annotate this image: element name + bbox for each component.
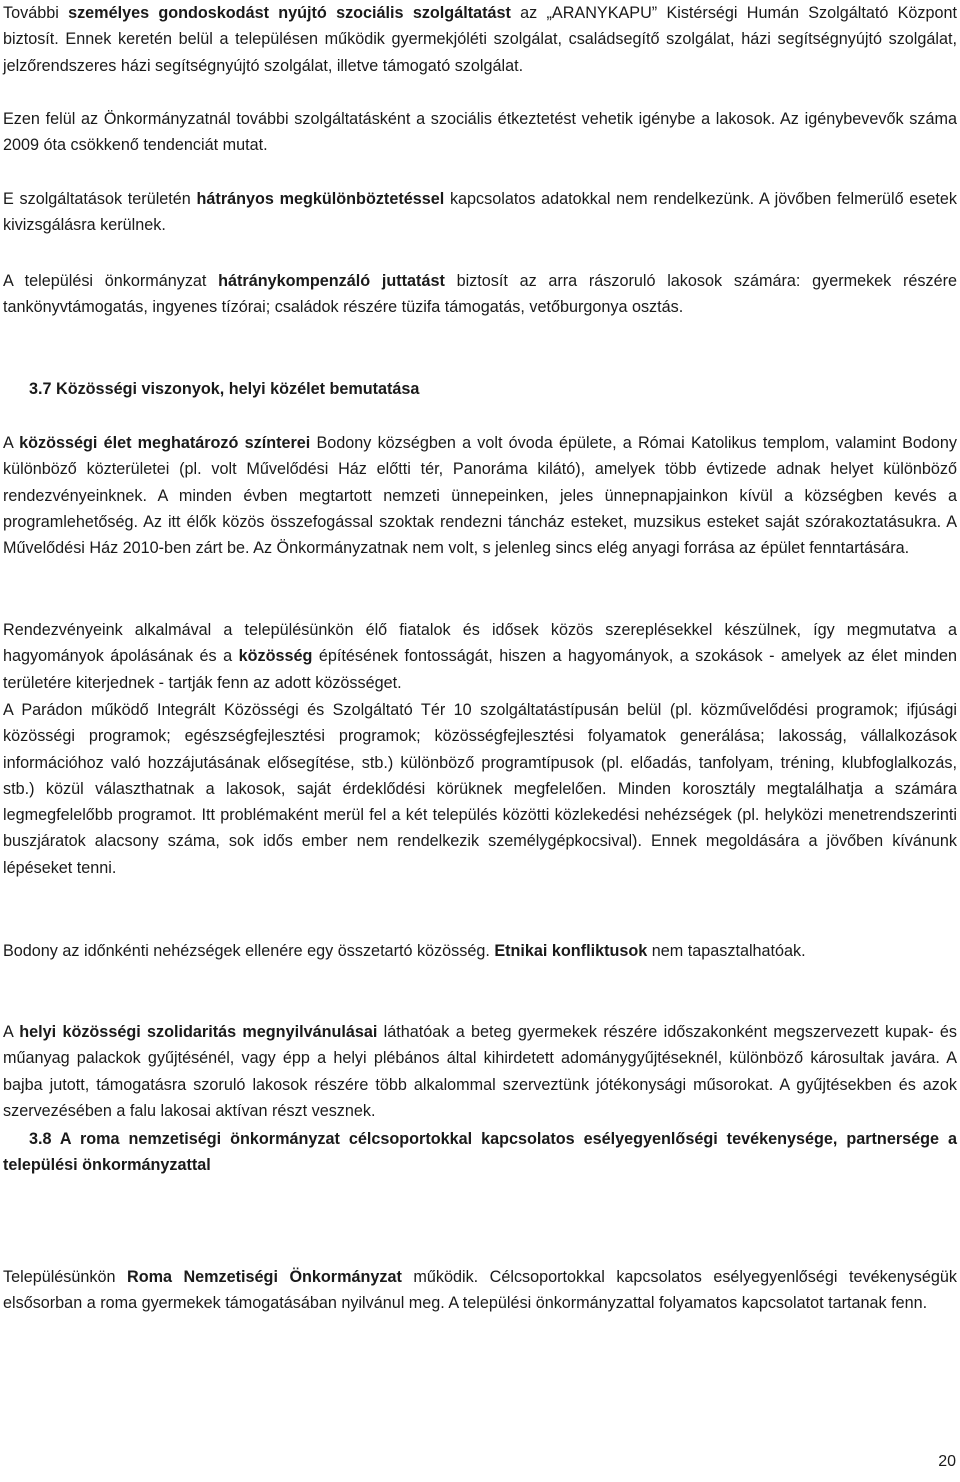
section-heading-3-8 [3,1126,957,1179]
heading-text: 3.8 A roma nemzetiségi önkormányzat célcsoportokkal kapcsolatos esélyegyenlőségi tevékenysége, partnersége a települési önkormányzattal [3,1130,957,1175]
text: az „ARANYKAPU” Kistérségi Humán Szolgáltató Központ biztosít. Ennek keretén belül a településen működik gyermekjóléti szolgálat, családsegítő szolgálat, házi segítségnyújtó szolgálat, jelzőrendszeres házi segítségnyújtó szolgálat, illetve támogató szolgálat. [3,4,958,75]
text: E szolgáltatások területén [3,190,197,208]
paragraph-meals [3,106,957,159]
text: A Parádon működő Integrált Közösségi és Szolgáltató Tér 10 szolgáltatástípusán belül (pl. közművelődési programok; ifjúsági közösségi programok; egészségfejlesztési programok; közösségfejlesztési folyamatok generálása; lakosság, vállalkozások információhoz való hozzájutásának elősegítése, stb.) különböző programtípusok (pl. előadás, tanfolyam, tréning, klubfoglalkozás, stb.) közül választhatnak a lakosok, saját érdeklődési körüknek megfelelően. Minden korosztály megtalálhatja a számára legmegfelelőbb programot. Itt problémaként merül fel a két település közötti közlekedési nehézségek (pl. helyközi menetrendszerinti buszjáratok alacsony száma, sok idős ember nem rendelkezik személygépkocsival). Ennek megoldására a jövőben kívánunk lépéseket tenni. [3,701,957,877]
bold-text: közösség [238,647,313,666]
bold-text: hátránykompenzáló juttatást [218,272,445,290]
bold-text: helyi közösségi szolidaritás megnyilvánulásai [19,1023,378,1041]
bold-text: Roma Nemzetiségi Önkormányzat [127,1268,402,1286]
text: További [3,4,69,22]
text: A [3,1023,20,1041]
paragraph-parad-services [3,697,957,881]
text: Bodony az időnkénti nehézségek ellenére egy összetartó közösség. [3,942,495,960]
paragraph-compensation [3,268,957,321]
text: működik. Célcsoportokkal kapcsolatos esélyegyenlőségi tevékenységük elsősorban a roma gyermekek támogatásában nyilvánul meg. A települési önkormányzattal folyamatos kapcsolatot tartanak fenn. [3,1268,957,1313]
bold-text: közösségi élet meghatározó színterei [19,434,311,452]
paragraph-community-venues [3,430,957,561]
text: biztosít az arra rászoruló lakosok számára: gyermekek részére tankönyvtámogatás, ingyenes tízórai; családok részére tüzifa támogatás, vetőburgonya osztás. [3,272,957,317]
text: A [3,434,20,452]
text: Bodony községben a volt óvoda épülete, a Római Katolikus templom, valamint Bodony különböző közterületei (pl. volt Művelődési Ház előtti tér, Panoráma kilátó), amelyek több évtizede adnak helyet különböző rendezvényeinknek. A minden évben megtartott nemzeti ünnepeinken, jeles ünnepnapjainkon kívül a községben kevés a programlehetőség. Az itt élők közös összefogással szoktak rendezni táncház esteket, muzsikus esteket saját szórakoztatásukra. A Művelődési Ház 2010-ben zárt be. Az Önkormányzatnak nem volt, s jelenleg sincs elég anyagi forrása az épület fenntartására. [3,434,957,558]
text: Rendezvényeink alkalmával a településünkön élő fiatalok és idősek közös szereplésekkel készülnek, így megmutatva a hagyományok ápolásának és a [3,621,957,666]
text: Településünkön [3,1268,127,1286]
bold-text: hátrányos megkülönböztetéssel [196,190,445,208]
paragraph-roma-self-government [3,1264,957,1317]
bold-text: személyes gondoskodást nyújtó szociális szolgáltatást [68,4,511,22]
paragraph-social-services [3,0,957,79]
paragraph-solidarity [3,1019,957,1124]
paragraph-discrimination [3,186,957,239]
text: kapcsolatos adatokkal nem rendelkezünk. A jövőben felmerülő esetek kivizsgálásra kerülnek. [3,190,957,235]
paragraph-cohesion [3,938,957,964]
text: Ezen felül az Önkormányzatnál további szolgáltatásként a szociális étkeztetést vehetik igénybe a lakosok. Az igénybevevők száma 2009 óta csökkenő tendenciát mutat. [3,110,957,155]
text: A települési önkormányzat [3,272,219,290]
text: láthatóak a beteg gyermekek részére időszakonként megszervezett kupak- és műanyag palackok gyűjtésénél, vagy épp a helyi plébános által kihirdetett adománygyűjtéseknél, különböző károsultak javára. A bajba jutott, támogatásra szoruló lakosok részére több alkalommal szerveztünk jótékonysági műsorokat. A gyűjtésekben és azok szervezésében a falu lakosai aktívan részt vesznek. [3,1023,957,1120]
text: építésének fontosságát, hiszen a hagyományok, a szokások - amelyek az élet minden területére kiterjednek - tartják fenn az adott közösséget. [3,647,957,692]
text: nem tapasztalhatóak. [647,942,806,960]
paragraph-events [3,617,957,696]
section-heading-3-7: 3.7 Közösségi viszonyok, helyi közélet bemutatása [29,380,420,398]
page-number: 20 [938,1453,956,1470]
bold-text: Etnikai konfliktusok [494,942,648,960]
